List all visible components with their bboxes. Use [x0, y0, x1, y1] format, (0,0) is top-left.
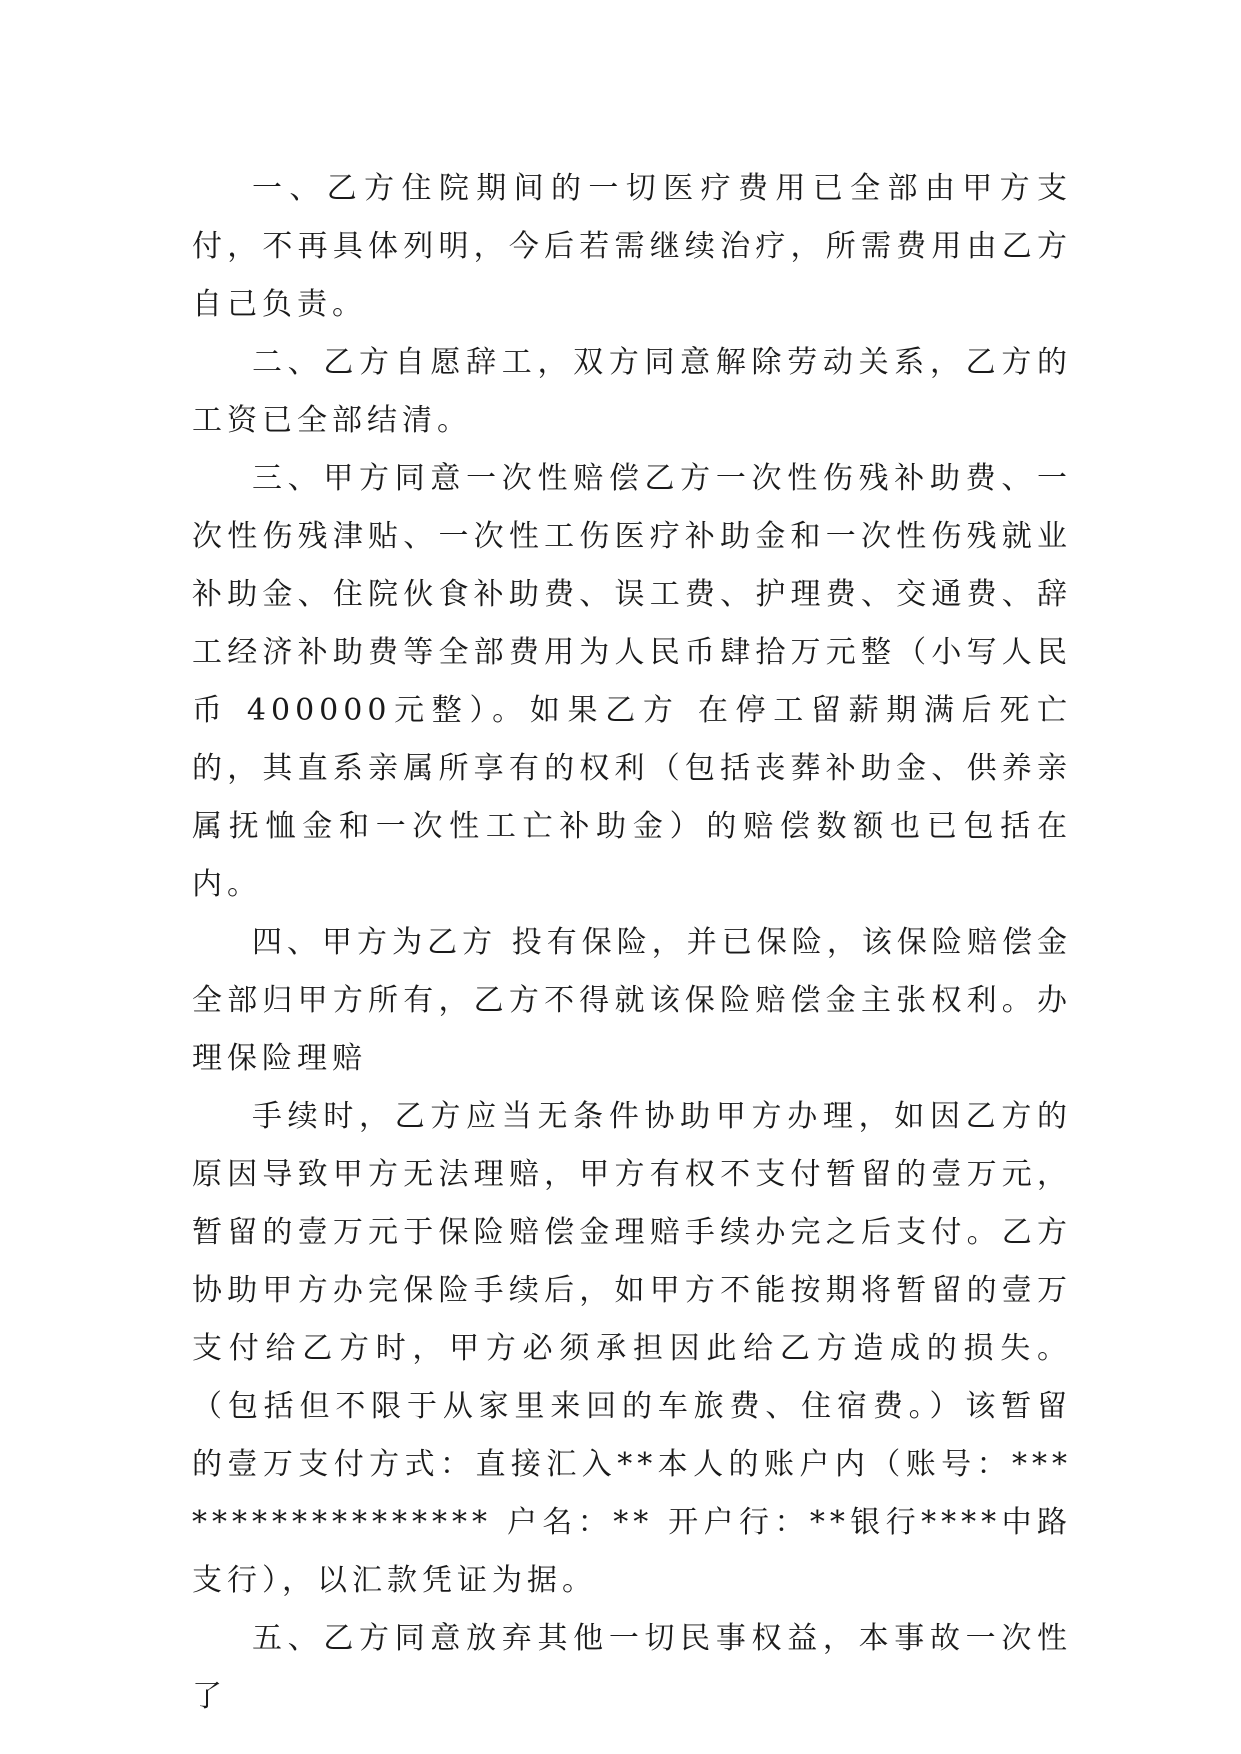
paragraph-insurance: 四、甲方为乙方 投有保险，并已保险，该保险赔偿金全部归甲方所有，乙方不得就该保险赔偿金主张权利。办理保险理赔: [192, 925, 1072, 1076]
paragraph-resignation: 二、乙方自愿辞工，双方同意解除劳动关系，乙方的工资已全部结清。: [192, 345, 1072, 438]
paragraph-waiver: 五、乙方同意放弃其他一切民事权益，本事故一次性了: [192, 1621, 1072, 1714]
paragraph-claim-procedure: 手续时，乙方应当无条件协助甲方办理，如因乙方的原因导致甲方无法理赔，甲方有权不支付暂留的壹万元，暂留的壹万元于保险赔偿金理赔手续办完之后支付。乙方协助甲方办完保险手续后，如甲方不能按期将暂留的壹万支付给乙方时，甲方必须承担因此给乙方造成的损失。（包括但不限于从家里来回的车旅费、住宿费。）该暂留的壹万支付方式：直接汇入**本人的账户内（账号：****************** 户名：** 开户行：**银行****中路支行），以汇款凭证为据。: [192, 1099, 1072, 1598]
document-body: [192, 160, 1072, 1726]
paragraph-medical-expenses: 一、乙方住院期间的一切医疗费用已全部由甲方支付，不再具体列明，今后若需继续治疗，所需费用由乙方自己负责。: [192, 171, 1072, 322]
paragraph-compensation: 三、甲方同意一次性赔偿乙方一次性伤残补助费、一次性伤残津贴、一次性工伤医疗补助金和一次性伤残就业补助金、住院伙食补助费、误工费、护理费、交通费、辞工经济补助费等全部费用为人民币肆拾万元整（小写人民币 400000元整）。如果乙方 在停工留薪期满后死亡的，其直系亲属所享有的权利（包括丧葬补助金、供养亲属抚恤金和一次性工亡补助金）的赔偿数额也已包括在内。: [192, 461, 1072, 902]
